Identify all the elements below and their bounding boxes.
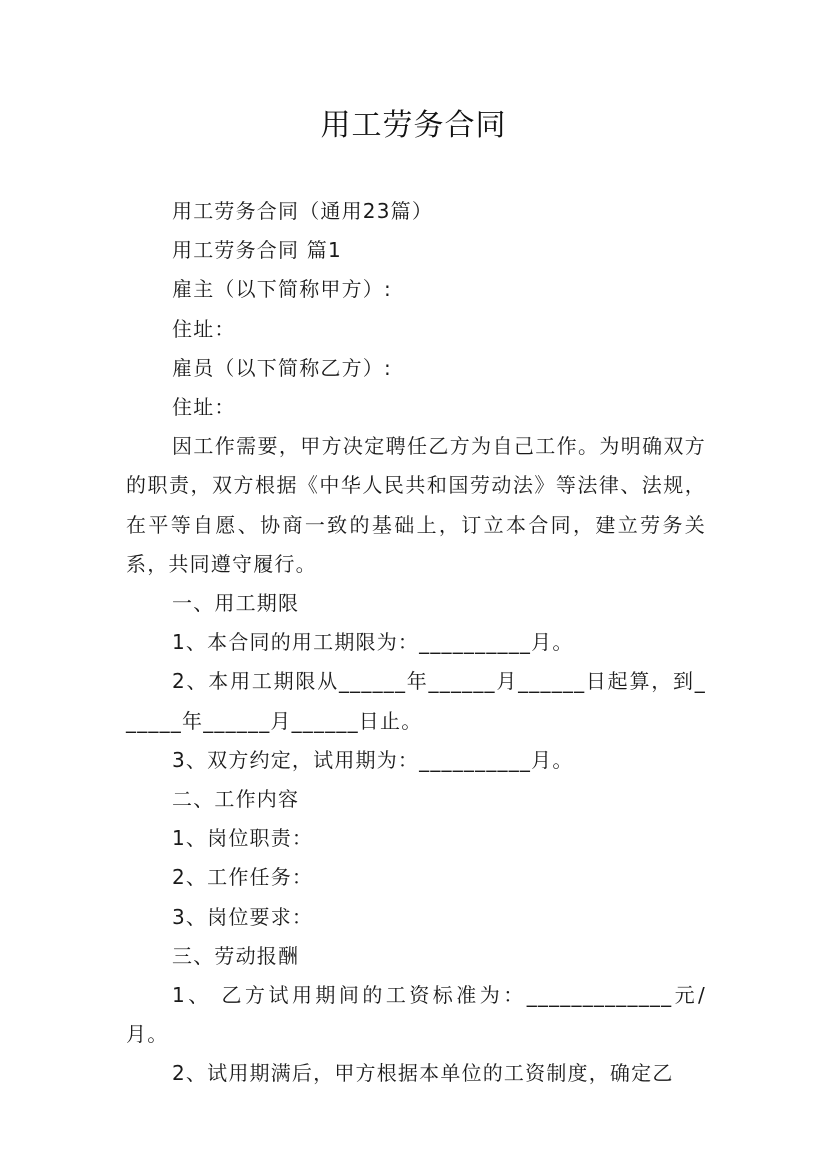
clause-term-months: 1、本合同的用工期限为：__________月。: [172, 630, 574, 655]
paragraph-employee: 雇员（以下简称乙方）:: [172, 355, 392, 380]
paragraph-employer-address: 住址：: [172, 316, 236, 341]
clause-probation: 3、双方约定，试用期为：__________月。: [172, 747, 574, 772]
clause-tasks: 2、工作任务：: [172, 865, 314, 890]
clause-duties: 1、岗位职责：: [172, 826, 314, 851]
clause-requirements: 3、岗位要求：: [172, 904, 314, 929]
document-title: 用工劳务合同: [320, 108, 507, 143]
paragraph-contract-heading: 用工劳务合同（通用23篇）: [172, 199, 434, 223]
section-heading-pay: 三、劳动报酬: [172, 943, 300, 968]
section-heading-work: 二、工作内容: [172, 787, 300, 812]
clause-post-probation-pay: 2、试用期满后，甲方根据本单位的工资制度，确定乙: [172, 1061, 674, 1086]
paragraph-employer: 雇主（以下简称甲方）:: [172, 277, 392, 302]
paragraph-preamble: 因工作需要，甲方决定聘任乙方为自己工作。为明确双方的职责，双方根据《中华人民共和国劳动法》等法律、法规，在平等自愿、协商一致的基础上，订立本合同，建立劳务关系，共同遵守履行。: [126, 434, 706, 576]
paragraph-part-heading: 用工劳务合同 篇1: [172, 238, 342, 263]
paragraph-employee-address: 住址：: [172, 395, 236, 420]
document-body: [126, 192, 706, 1094]
clause-probation-pay: 1、 乙方试用期间的工资标准为：_____________元/月。: [126, 983, 706, 1047]
clause-term-dates: 2、本用工期限从______年______月______日起算，到______年______月______日止。: [126, 669, 706, 733]
section-heading-term: 一、用工期限: [172, 591, 300, 616]
